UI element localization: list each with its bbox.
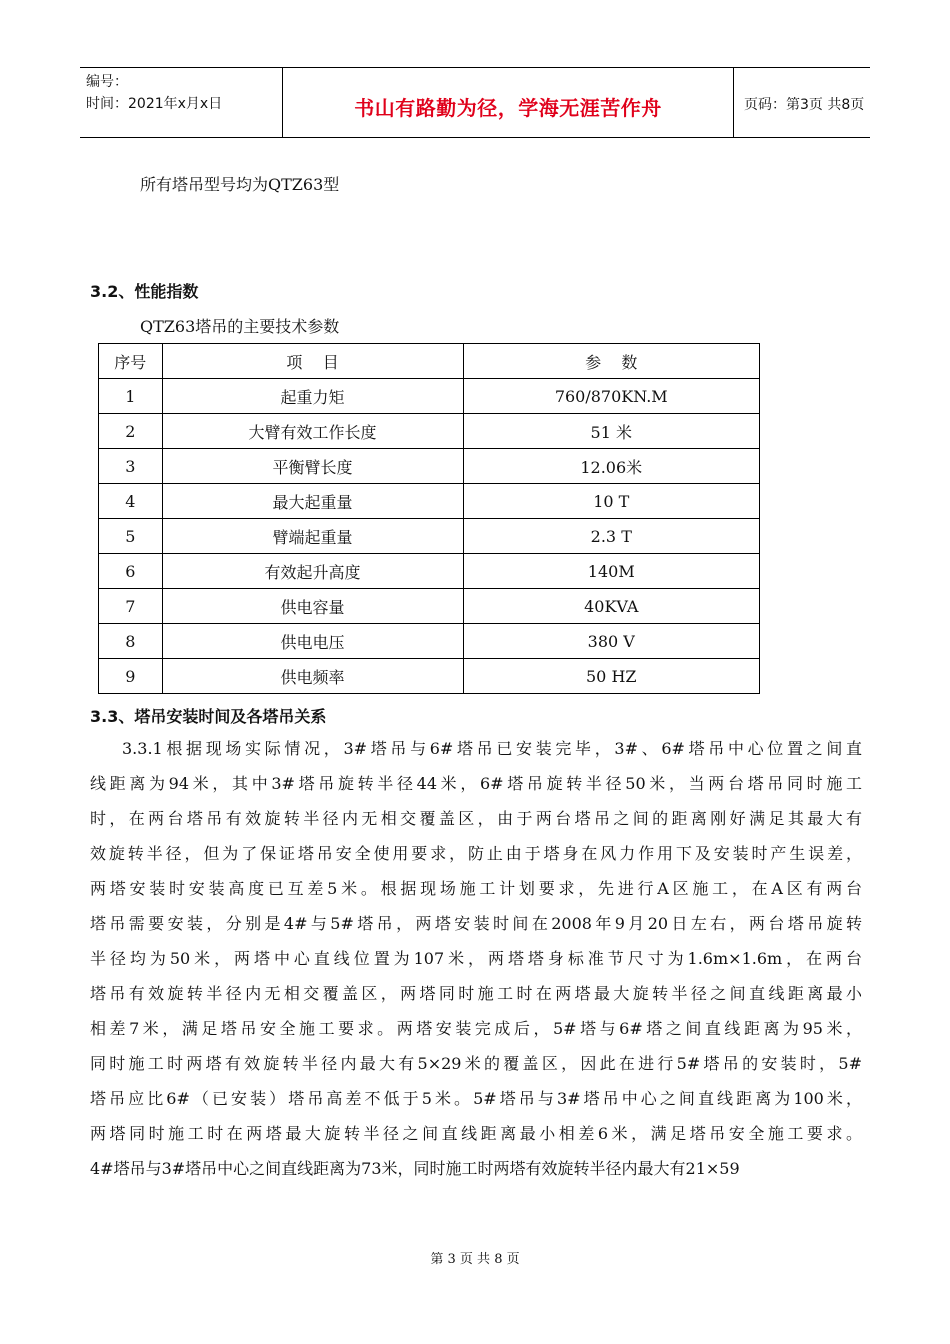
paragraph-line: 时，在两台塔吊有效旋转半径内无相交覆盖区，由于两台塔吊之间的距离刚好满足其最大有: [90, 809, 862, 828]
paragraph-line: 塔吊有效旋转半径内无相交覆盖区，两塔同时施工时在两塔最大旋转半径之间直线距离最小: [90, 984, 862, 1003]
header-page-info: 页码：第3页 共8页: [744, 97, 865, 113]
paragraph-line: 两塔同时施工时在两塔最大旋转半径之间直线距离最小相差6米，满足塔吊安全施工要求。: [90, 1124, 862, 1143]
paragraph-line: 4#塔吊与3#塔吊中心之间直线距离为73米，同时施工时两塔有效旋转半径内最大有21×59: [90, 1159, 740, 1178]
header-meta: [80, 68, 282, 137]
row-value: 50 HZ: [463, 659, 759, 694]
table-row: [99, 624, 760, 659]
row-item: 供电电压: [162, 624, 463, 659]
row-number: 1: [99, 379, 163, 414]
column-header-item: 项 目: [162, 344, 463, 379]
document-date: 时间：2021年x月x日: [86, 96, 223, 112]
row-value: 10 T: [463, 484, 759, 519]
row-item: 最大起重量: [162, 484, 463, 519]
header-motto-cell: [282, 68, 734, 137]
row-number: 7: [99, 589, 163, 624]
paragraph-line: 3.3.1根据现场实际情况，3#塔吊与6#塔吊已安装完毕，3#、6#塔吊中心位置之间直: [122, 739, 862, 758]
paragraph-line: 相差7米，满足塔吊安全施工要求。两塔安装完成后，5#塔与6#塔之间直线距离为95米，: [90, 1019, 862, 1038]
row-number: 9: [99, 659, 163, 694]
row-item: 有效起升高度: [162, 554, 463, 589]
table-row: [99, 484, 760, 519]
row-value: 380 V: [463, 624, 759, 659]
section-3-3-paragraph: [90, 731, 862, 1186]
page-footer: 第 3 页 共 8 页: [430, 1252, 520, 1267]
row-number: 2: [99, 414, 163, 449]
page-header: [80, 67, 870, 138]
document-number: 编号：: [86, 74, 128, 90]
row-item: 起重力矩: [162, 379, 463, 414]
parameters-table: [98, 343, 760, 694]
table-row: [99, 379, 760, 414]
row-value: 51 米: [463, 414, 759, 449]
table-row: [99, 449, 760, 484]
table-caption: QTZ63塔吊的主要技术参数: [140, 317, 340, 336]
row-number: 3: [99, 449, 163, 484]
paragraph-line: 半径均为50米，两塔中心直线位置为107米，两塔塔身标准节尺寸为1.6m×1.6m，在两台: [90, 949, 862, 968]
row-number: 4: [99, 484, 163, 519]
row-number: 5: [99, 519, 163, 554]
paragraph-line: 效旋转半径，但为了保证塔吊安全使用要求，防止由于塔身在风力作用下及安装时产生误差，: [90, 844, 862, 863]
row-value: 760/870KN.M: [463, 379, 759, 414]
row-value: 140M: [463, 554, 759, 589]
row-number: 8: [99, 624, 163, 659]
table-row: [99, 589, 760, 624]
paragraph-line: 同时施工时两塔有效旋转半径内最大有5×29米的覆盖区，因此在进行5#塔吊的安装时，5#: [90, 1054, 862, 1073]
row-item: 臂端起重量: [162, 519, 463, 554]
intro-line: 所有塔吊型号均为QTZ63型: [140, 175, 340, 194]
row-item: 供电频率: [162, 659, 463, 694]
column-header-number: 序号: [99, 344, 163, 379]
header-page-cell: [734, 68, 870, 137]
section-heading-3-2: 3.2、性能指数: [90, 282, 199, 301]
paragraph-line: 塔吊应比6#（已安装）塔吊高差不低于5米。5#塔吊与3#塔吊中心之间直线距离为100米，: [90, 1089, 862, 1108]
row-item: 供电容量: [162, 589, 463, 624]
table-header-row: [99, 344, 760, 379]
table-row: [99, 554, 760, 589]
paragraph-line: 塔吊需要安装，分别是4#与5#塔吊，两塔安装时间在2008年9月20日左右，两台塔吊旋转: [90, 914, 862, 933]
header-motto: 书山有路勤为径，学海无涯苦作舟: [354, 96, 662, 120]
row-number: 6: [99, 554, 163, 589]
table-row: [99, 519, 760, 554]
row-value: 12.06米: [463, 449, 759, 484]
section-heading-3-3: 3.3、塔吊安装时间及各塔吊关系: [90, 707, 327, 726]
row-item: 平衡臂长度: [162, 449, 463, 484]
table-row: [99, 659, 760, 694]
paragraph-line: 两塔安装时安装高度已互差5米。根据现场施工计划要求，先进行A区施工，在A区有两台: [90, 879, 862, 898]
table-row: [99, 414, 760, 449]
paragraph-line: 线距离为94米，其中3#塔吊旋转半径44米，6#塔吊旋转半径50米，当两台塔吊同时施工: [90, 774, 862, 793]
column-header-parameter: 参 数: [463, 344, 759, 379]
row-item: 大臂有效工作长度: [162, 414, 463, 449]
row-value: 2.3 T: [463, 519, 759, 554]
row-value: 40KVA: [463, 589, 759, 624]
